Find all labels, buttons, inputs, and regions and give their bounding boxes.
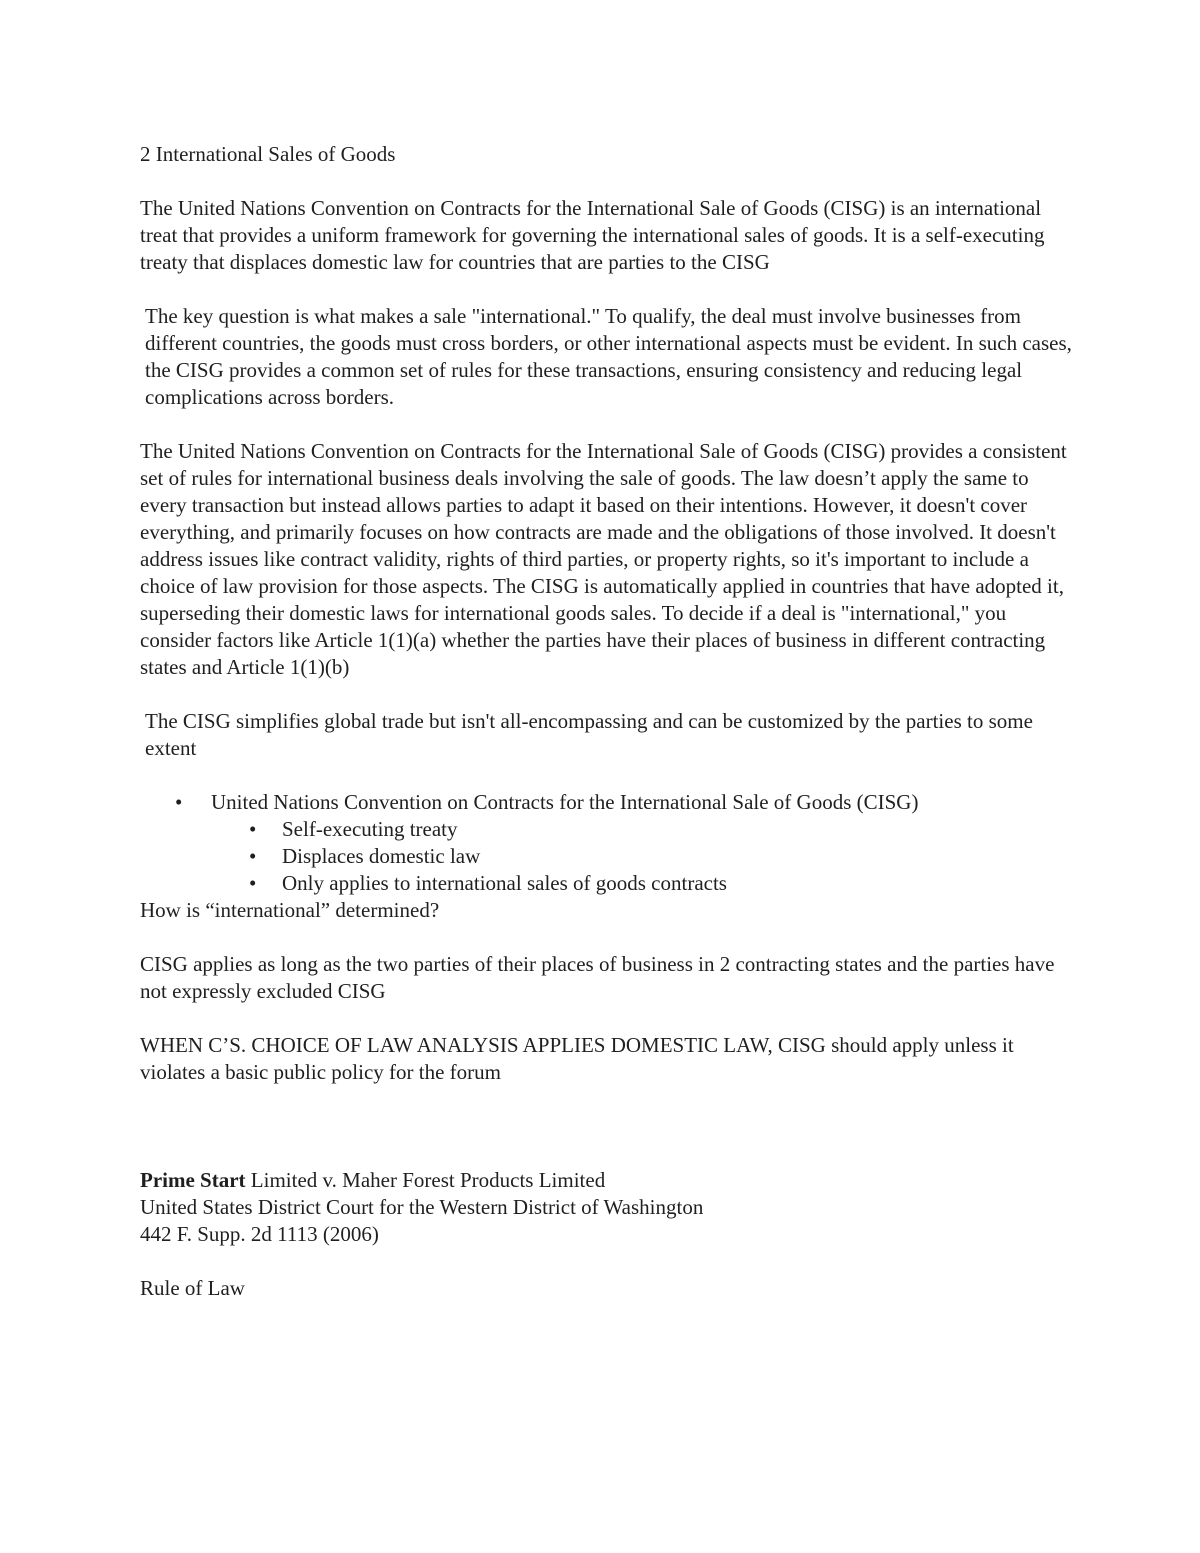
section-heading: 2 International Sales of Goods [140, 142, 396, 166]
bullet-marker: • [249, 844, 257, 868]
paragraph-cisg-rules: The United Nations Convention on Contracts for the International Sale of Goods (CISG) provides a consistent set of rules for international business deals involving the sale of goods. The law doesn’t apply the same to every transaction but instead allows parties to adapt it based on their intentions. However, it doesn't cover everything, and primarily focuses on how contracts are made and the obligations of those involved. It doesn't address issues like contract validity, rights of third parties, or property rights, so it's important to include a choice of law provision for those aspects. The CISG is automatically applied in countries that have adopted it, superseding their domestic laws for international goods sales. To decide if a deal is "international," you consider factors like Article 1(1)(a) whether the parties have their places of business in different contracting states and Article 1(1)(b) [140, 439, 1067, 679]
case-citation: 442 F. Supp. 2d 1113 (2006) [140, 1222, 379, 1246]
case-name-bold: Prime Start [140, 1168, 246, 1192]
rule-of-law-heading: Rule of Law [140, 1276, 245, 1300]
paragraph-cisg-intro: The United Nations Convention on Contracts for the International Sale of Goods (CISG) is an international treat that provides a uniform framework for governing the international sales of goods. It is a self-executing treaty that displaces domestic law for countries that are parties to the CISG [140, 196, 1045, 274]
bullet-marker: • [249, 817, 257, 841]
bullet-marker: • [175, 790, 183, 814]
bullet-marker: • [249, 871, 257, 895]
question-line: How is “international” determined? [140, 898, 440, 922]
document-page [140, 141, 1075, 1329]
list-item [140, 789, 1075, 816]
case-name-rest: Limited v. Maher Forest Products Limited [245, 1168, 606, 1192]
list-item [140, 843, 1075, 870]
case-name [140, 1167, 1075, 1194]
spacer [140, 1113, 1075, 1167]
list-item-text: United Nations Convention on Contracts for the International Sale of Goods (CISG) [211, 790, 919, 814]
paragraph-key-question: The key question is what makes a sale "international." To qualify, the deal must involve businesses from different countries, the goods must cross borders, or other international aspects must be evident. In such cases, the CISG provides a common set of rules for these transactions, ensuring consistency and reducing legal complications across borders. [145, 304, 1072, 409]
paragraph-cisg-applies: CISG applies as long as the two parties of their places of business in 2 contracting states and the parties have not expressly excluded CISG [140, 952, 1055, 1003]
list-item-text: Self-executing treaty [282, 817, 458, 841]
list-item [140, 816, 1075, 843]
paragraph-cisg-summary: The CISG simplifies global trade but isn't all-encompassing and can be customized by the parties to some extent [145, 709, 1033, 760]
list-item [140, 870, 1075, 897]
paragraph-choice-of-law: WHEN C’S. CHOICE OF LAW ANALYSIS APPLIES DOMESTIC LAW, CISG should apply unless it violates a basic public policy for the forum [140, 1033, 1014, 1084]
case-court: United States District Court for the Western District of Washington [140, 1195, 704, 1219]
list-item-text: Displaces domestic law [282, 844, 481, 868]
list-item-text: Only applies to international sales of goods contracts [282, 871, 727, 895]
bullet-list [140, 789, 1075, 897]
